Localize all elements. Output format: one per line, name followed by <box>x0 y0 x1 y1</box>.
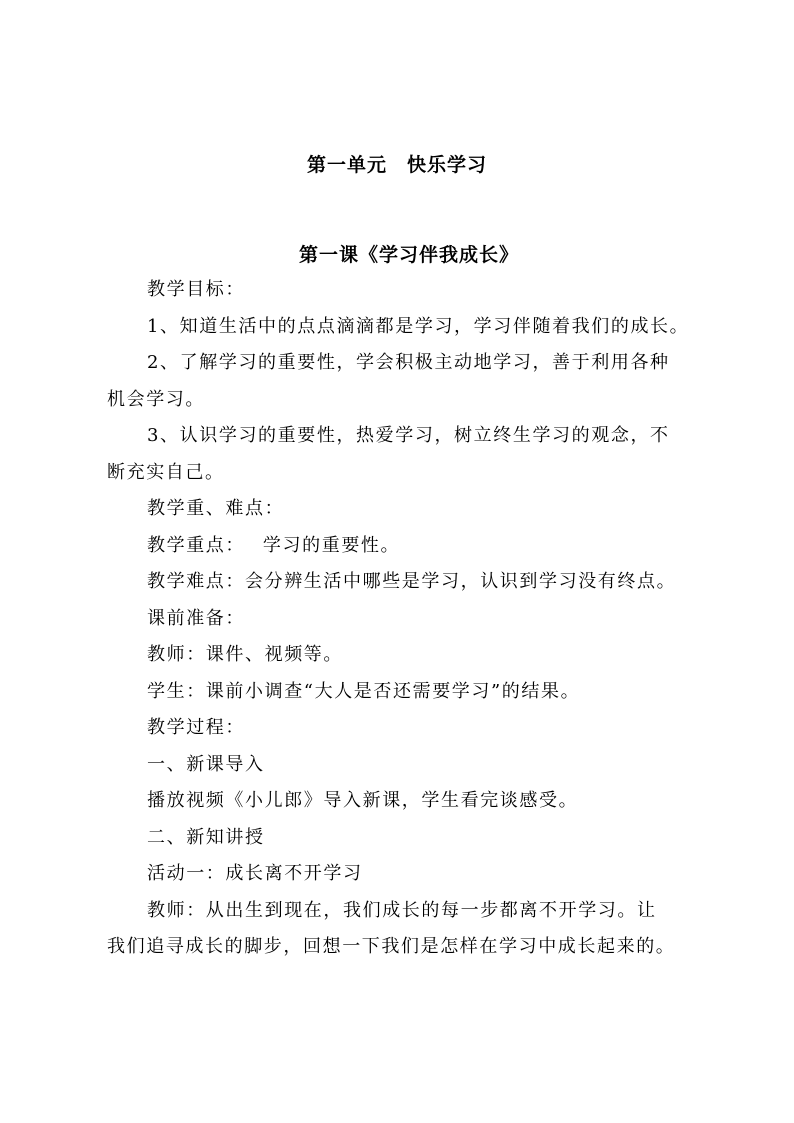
paragraph-line: 课前准备： <box>147 607 245 629</box>
paragraph-line: 教学目标： <box>147 279 245 300</box>
paragraph-line: 教学过程： <box>147 717 245 738</box>
paragraph-line: 机会学习。 <box>107 388 205 410</box>
paragraph-line: 3、认识学习的重要性，热爱学习，树立终生学习的观念，不 <box>147 425 670 446</box>
paragraph-line: 二、新知讲授 <box>147 826 265 848</box>
unit-title: 第一单元 快乐学习 <box>306 154 487 176</box>
paragraph-line: 教学难点：会分辨生活中哪些是学习，认识到学习没有终点。 <box>147 571 677 592</box>
paragraph-line: 教学重点： 学习的重要性。 <box>147 534 401 556</box>
paragraph-line: 教师：从出生到现在，我们成长的每一步都离不开学习。让 <box>147 899 657 921</box>
paragraph-line: 2、了解学习的重要性，学会积极主动地学习，善于利用各种 <box>147 352 670 373</box>
paragraph-line: 断充实自己。 <box>107 461 225 483</box>
paragraph-line: 教师：课件、视频等。 <box>147 644 343 665</box>
paragraph-line: 活动一：成长离不开学习 <box>147 863 363 884</box>
paragraph-line: 播放视频《小儿郎》导入新课，学生看完谈感受。 <box>147 790 579 811</box>
paragraph-line: 我们追寻成长的脚步，回想一下我们是怎样在学习中成长起来的。 <box>107 936 676 957</box>
lesson-body <box>107 272 747 966</box>
paragraph-line: 一、新课导入 <box>147 753 265 775</box>
paragraph-line: 学生：课前小调查“大人是否还需要学习”的结果。 <box>147 680 581 702</box>
lesson-title: 第一课《学习伴我成长》 <box>298 244 519 266</box>
paragraph-line: 教学重、难点： <box>147 498 285 519</box>
paragraph-line: 1、知道生活中的点点滴滴都是学习，学习伴随着我们的成长。 <box>147 315 690 337</box>
